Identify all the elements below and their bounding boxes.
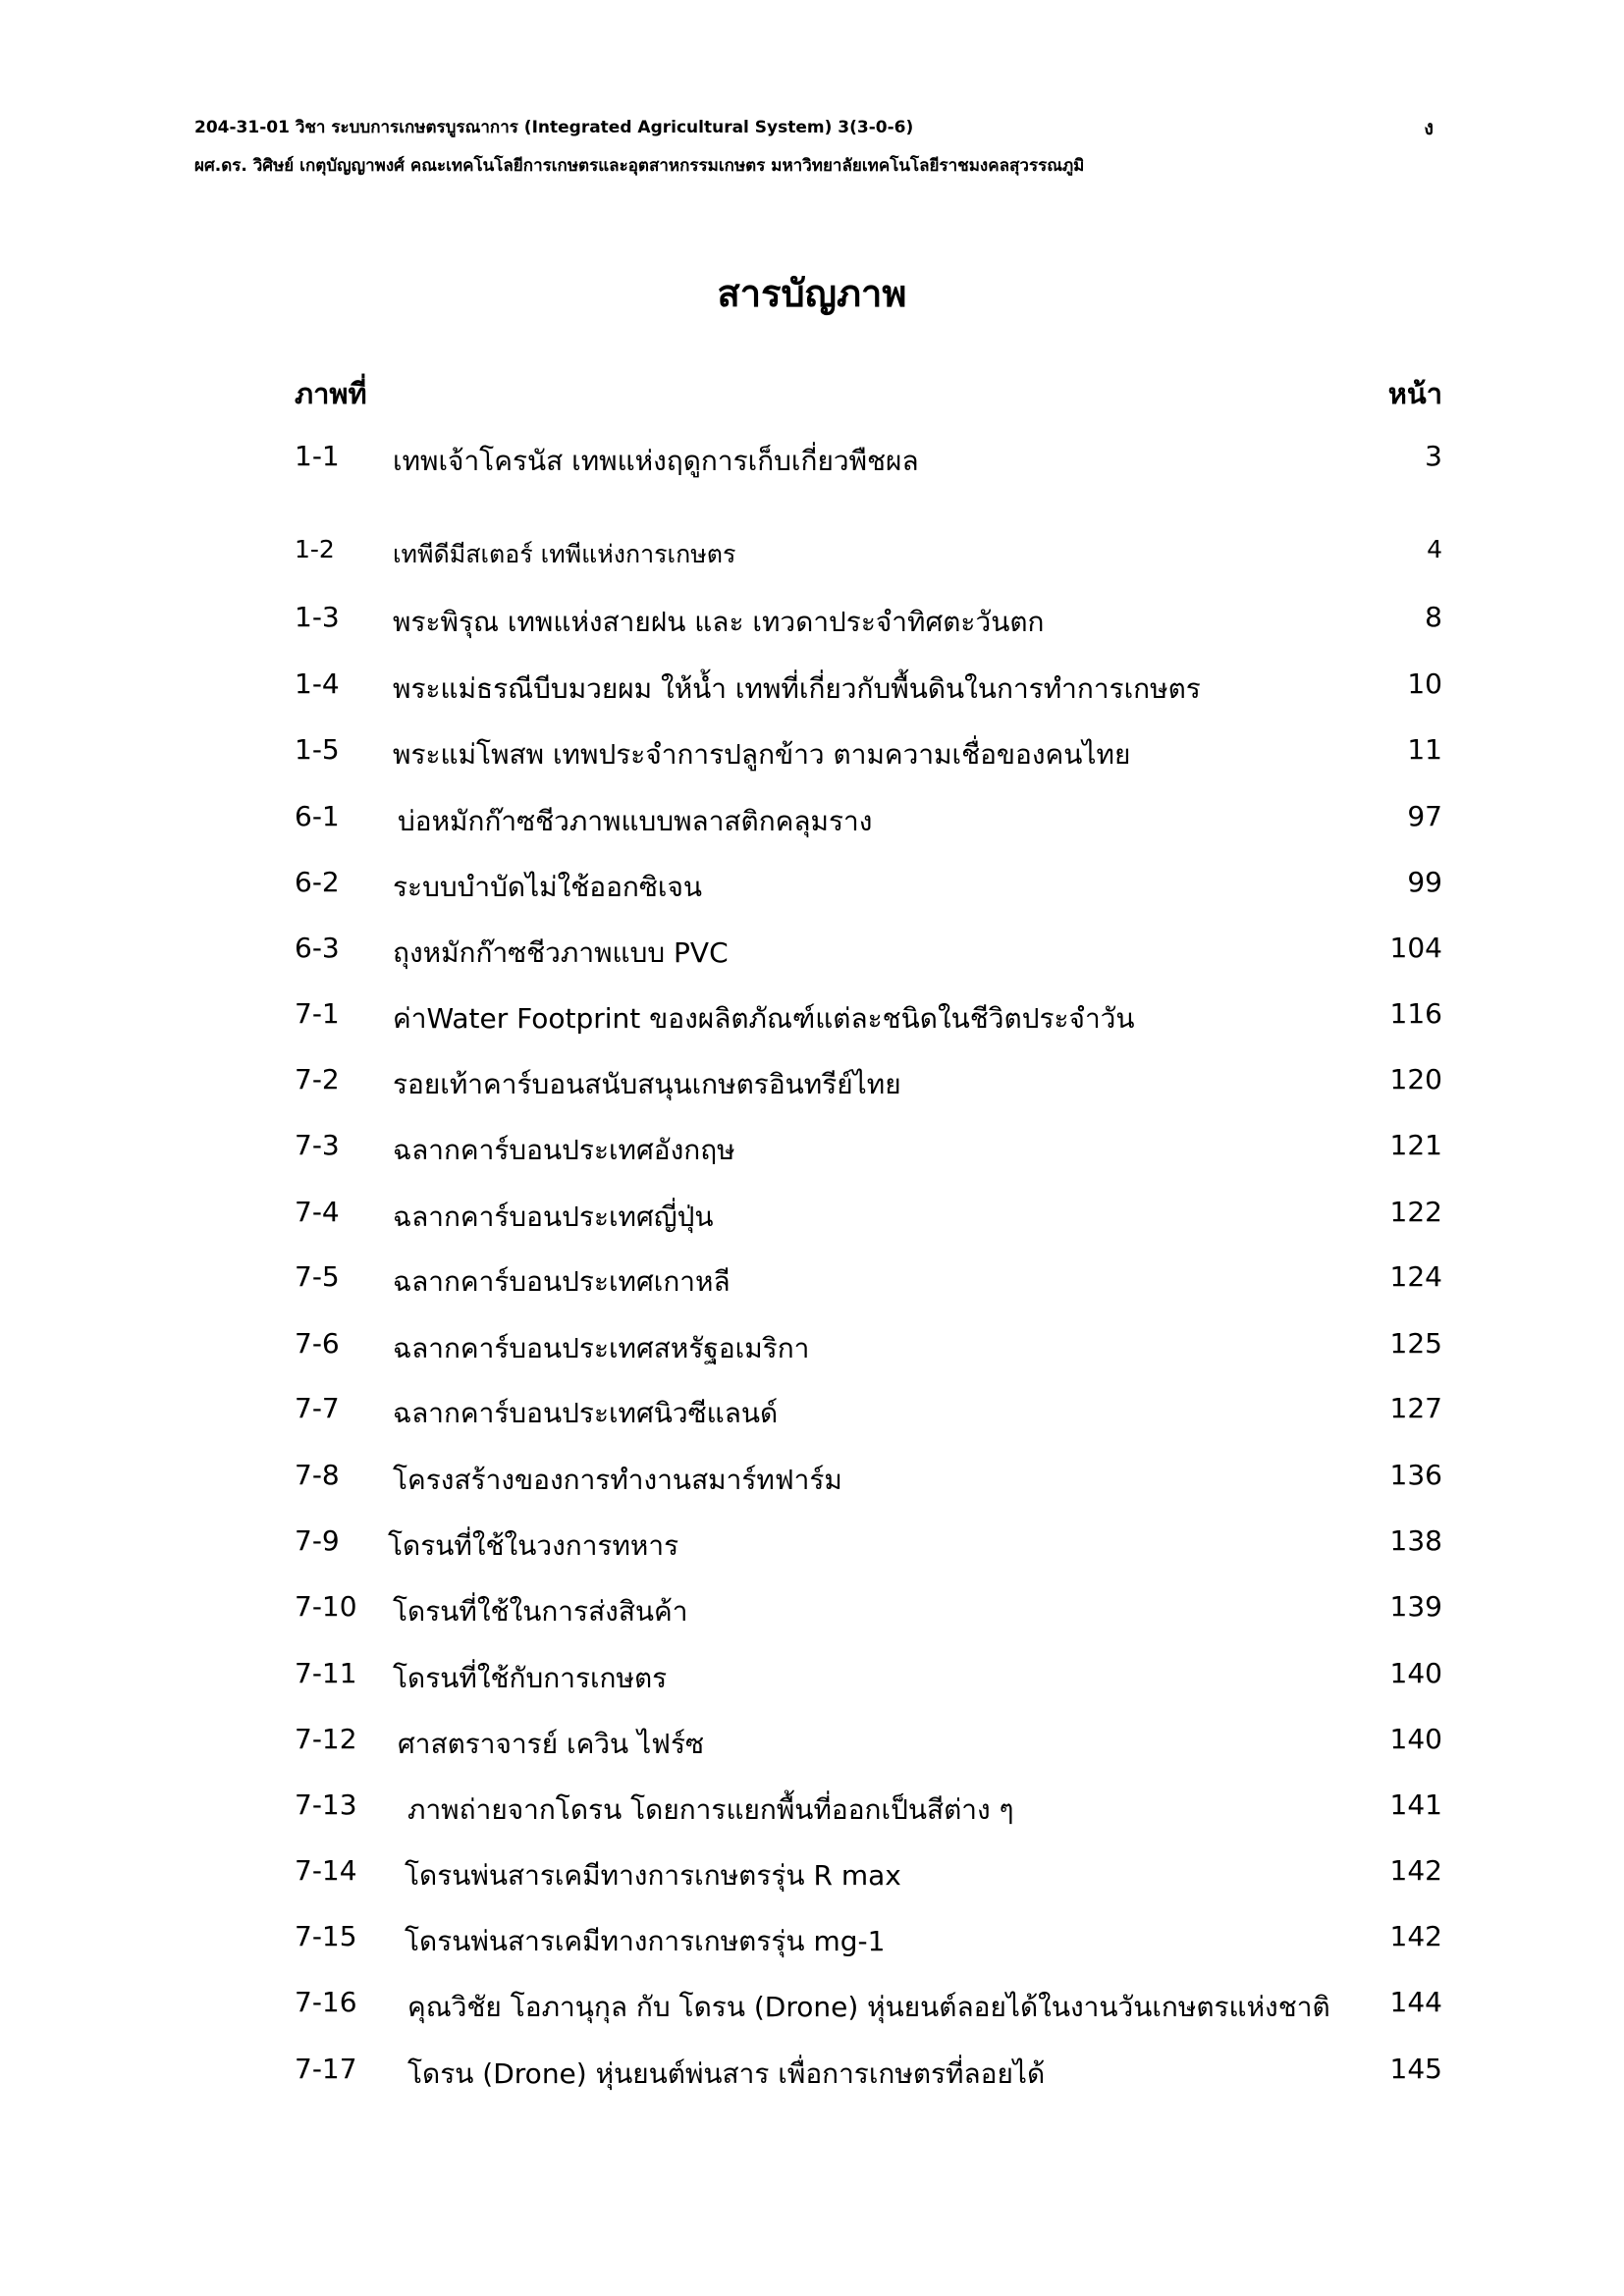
- figure-number: 7-10: [295, 1590, 357, 1623]
- toc-row: [0, 440, 1624, 487]
- toc-row: [0, 667, 1624, 715]
- figure-caption: โดรนที่ใช้กับการเกษตร: [393, 1662, 668, 1694]
- page-number: 116: [1389, 997, 1442, 1030]
- toc-row: [0, 733, 1624, 780]
- figure-caption: โดรนพ่นสารเคมีทางการเกษตรรุ่น R max: [405, 1859, 901, 1892]
- figure-caption: ถุงหมักก๊าซชีวภาพแบบ PVC: [393, 936, 729, 969]
- figure-caption: โดรนที่ใช้ในวงการทหาร: [388, 1529, 679, 1562]
- page-number: 3: [1425, 440, 1442, 472]
- toc-row: [0, 997, 1624, 1044]
- toc-row: [0, 1854, 1624, 1901]
- toc-row: [0, 1920, 1624, 1967]
- figure-caption: ฉลากคาร์บอนประเทศสหรัฐอเมริกา: [393, 1332, 810, 1364]
- page-number: 122: [1389, 1196, 1442, 1228]
- figure-number: 7-9: [295, 1524, 340, 1557]
- figure-number: 7-7: [295, 1392, 340, 1424]
- figure-number: 1-5: [295, 733, 340, 766]
- figure-caption: บ่อหมักก๊าซชีวภาพแบบพลาสติกคลุมราง: [398, 805, 873, 837]
- toc-row: [0, 1129, 1624, 1176]
- toc-row: [0, 866, 1624, 913]
- author-header: ผศ.ดร. วิศิษย์ เกตุบัญญาพงศ์ คณะเทคโนโลยีการเกษตรและอุตสาหกรรมเกษตร มหาวิทยาลัยเทคโนโลยีราชมงคลสุวรรณภูมิ: [194, 156, 1085, 176]
- page-number: 144: [1389, 1986, 1442, 2018]
- page-number: 104: [1389, 932, 1442, 964]
- figure-number: 7-16: [295, 1986, 357, 2018]
- figure-caption: โดรนพ่นสารเคมีทางการเกษตรรุ่น mg-1: [405, 1925, 886, 1957]
- figure-number: 7-6: [295, 1327, 340, 1360]
- course-header: 204-31-01 วิชา ระบบการเกษตรบูรณาการ (Integrated Agricultural System) 3(3-0-6): [194, 118, 914, 137]
- toc-row: [0, 1459, 1624, 1506]
- figure-caption: โครงสร้างของการทำงานสมาร์ทฟาร์ม: [393, 1464, 842, 1496]
- toc-row: [0, 1657, 1624, 1704]
- figure-number: 1-4: [295, 667, 340, 700]
- page-number: 136: [1389, 1459, 1442, 1491]
- toc-row: [0, 1196, 1624, 1243]
- figure-caption: เทพีดีมีสเตอร์ เทพีแห่งการเกษตร: [393, 540, 736, 568]
- figure-column-header: ภาพที่: [295, 377, 367, 410]
- toc-row: [0, 535, 1624, 582]
- figure-caption: ศาสตราจารย์ เควิน ไฟร์ซ: [398, 1728, 705, 1760]
- figure-caption: เทพเจ้าโครนัส เทพแห่งฤดูการเก็บเกี่ยวพืชผล: [393, 445, 919, 477]
- figure-number: 7-2: [295, 1063, 340, 1095]
- page-number: 10: [1407, 667, 1442, 700]
- figure-number: 7-17: [295, 2053, 357, 2085]
- figure-number: 7-12: [295, 1723, 357, 1755]
- toc-row: [0, 2053, 1624, 2100]
- page-column-header: หน้า: [1387, 377, 1442, 410]
- figure-number: 7-3: [295, 1129, 340, 1161]
- figure-number: 6-2: [295, 866, 340, 898]
- figure-caption: พระแม่โพสพ เทพประจำการปลูกข้าว ตามความเชื่อของคนไทย: [393, 738, 1131, 771]
- figure-caption: ค่าWater Footprint ของผลิตภัณฑ์แต่ละชนิดในชีวิตประจำวัน: [393, 1002, 1135, 1035]
- figure-caption: คุณวิชัย โอภานุกุล กับ โดรน (Drone) หุ่นยนต์ลอยได้ในงานวันเกษตรแห่งชาติ: [407, 1991, 1330, 2023]
- toc-row: [0, 1590, 1624, 1637]
- page-number: 97: [1407, 800, 1442, 832]
- figure-caption: ฉลากคาร์บอนประเทศอังกฤษ: [393, 1134, 735, 1166]
- page-number: 4: [1427, 535, 1442, 563]
- page-number: 142: [1389, 1920, 1442, 1952]
- figure-caption: ภาพถ่ายจากโดรน โดยการแยกพื้นที่ออกเป็นสีต่าง ๆ: [407, 1793, 1014, 1826]
- toc-row: [0, 1392, 1624, 1439]
- figure-number: 7-1: [295, 997, 340, 1030]
- figure-caption: ระบบบำบัดไม่ใช้ออกซิเจน: [393, 871, 702, 903]
- toc-row: [0, 1723, 1624, 1770]
- figure-caption: โดรน (Drone) หุ่นยนต์พ่นสาร เพื่อการเกษตรที่ลอยได้: [407, 2057, 1046, 2090]
- figure-number: 7-4: [295, 1196, 340, 1228]
- page-number: 139: [1389, 1590, 1442, 1623]
- figure-number: 7-8: [295, 1459, 340, 1491]
- page-number: 140: [1389, 1657, 1442, 1689]
- figure-number: 1-2: [295, 535, 335, 563]
- figure-caption: พระแม่ธรณีบีบมวยผม ให้น้ำ เทพที่เกี่ยวกับพื้นดินในการทำการเกษตร: [393, 672, 1201, 705]
- page-number: 99: [1407, 866, 1442, 898]
- toc-row: [0, 1986, 1624, 2033]
- figure-caption: ฉลากคาร์บอนประเทศเกาหลี: [393, 1265, 731, 1298]
- page-number: 142: [1389, 1854, 1442, 1887]
- page-number: 124: [1389, 1260, 1442, 1293]
- figure-number: 7-14: [295, 1854, 357, 1887]
- toc-row: [0, 601, 1624, 648]
- toc-row: [0, 1789, 1624, 1836]
- figure-caption: ฉลากคาร์บอนประเทศญี่ปุ่น: [393, 1201, 714, 1233]
- page-marker: ง: [1424, 116, 1434, 139]
- page-number: 125: [1389, 1327, 1442, 1360]
- figure-caption: ฉลากคาร์บอนประเทศนิวซีแลนด์: [393, 1397, 779, 1429]
- toc-row: [0, 932, 1624, 979]
- toc-row: [0, 800, 1624, 847]
- figure-number: 1-3: [295, 601, 340, 633]
- page-number: 138: [1389, 1524, 1442, 1557]
- page-number: 11: [1407, 733, 1442, 766]
- figure-number: 7-5: [295, 1260, 340, 1293]
- page-number: 140: [1389, 1723, 1442, 1755]
- figure-number: 1-1: [295, 440, 340, 472]
- toc-row: [0, 1524, 1624, 1572]
- figure-number: 6-3: [295, 932, 340, 964]
- figure-number: 7-13: [295, 1789, 357, 1821]
- figure-number: 7-11: [295, 1657, 357, 1689]
- page-number: 145: [1389, 2053, 1442, 2085]
- figure-caption: รอยเท้าคาร์บอนสนับสนุนเกษตรอินทรีย์ไทย: [393, 1068, 901, 1100]
- toc-row: [0, 1327, 1624, 1374]
- page-number: 127: [1389, 1392, 1442, 1424]
- toc-row: [0, 1260, 1624, 1308]
- figure-number: 7-15: [295, 1920, 357, 1952]
- page-number: 141: [1389, 1789, 1442, 1821]
- toc-row: [0, 1063, 1624, 1110]
- figure-caption: โดรนที่ใช้ในการส่งสินค้า: [393, 1595, 688, 1628]
- page-title: สารบัญภาพ: [717, 272, 907, 315]
- figure-number: 6-1: [295, 800, 340, 832]
- page-number: 121: [1389, 1129, 1442, 1161]
- page-number: 8: [1425, 601, 1442, 633]
- figure-caption: พระพิรุณ เทพแห่งสายฝน และ เทวดาประจำทิศตะวันตก: [393, 606, 1045, 638]
- page-number: 120: [1389, 1063, 1442, 1095]
